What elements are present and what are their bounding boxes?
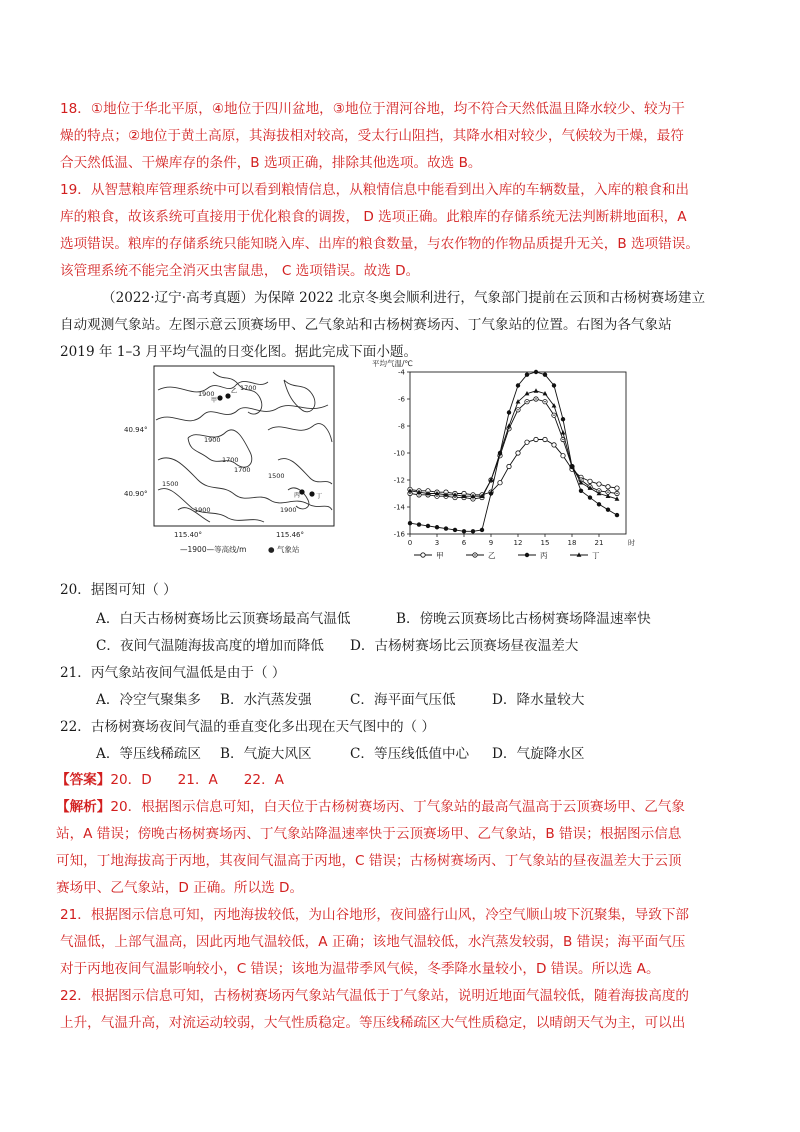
option-20-a[interactable]: A．白天古杨树赛场比云顶赛场最高气温低 [96,611,351,627]
contour-label: 1700 [240,384,257,392]
data-point-dot [517,409,518,410]
lat-label: 40.90° [124,490,148,498]
option-22-d[interactable]: D．气旋降水区 [492,746,585,762]
data-point-dot [474,554,475,555]
data-point [417,522,421,526]
data-point [516,383,520,387]
explanation-19-line: 库的粮食，故该系统可直接用于优化粮食的调拨， D 选项正确。此粮库的存储系统无法判断耕地面积，A [60,209,687,225]
explanation-18 [60,96,750,177]
data-point [525,373,529,377]
data-point-dot [535,398,536,399]
data-point [606,485,610,489]
data-point [507,464,511,468]
option-21-a[interactable]: A．冷空气聚集多 [96,692,201,708]
data-point-dot [553,415,554,416]
intro-line: 2019 年 1–3 月平均气温的日变化图。据此完成下面小题。 [60,344,418,360]
question-21-stem: 21．丙气象站夜间气温低是由于（ ） [60,665,286,681]
question-20-stem: 20．据图可知（ ） [60,582,177,598]
legend-contour: —1900—等高线/m [180,545,247,554]
option-20-b[interactable]: B．傍晚云顶赛场比古杨树赛场降温速率快 [396,611,651,627]
answer-block [56,767,746,794]
station-marker [217,395,222,400]
series-4 [408,388,620,500]
data-point [444,526,448,530]
data-point [597,502,601,506]
y-tick-label: -4 [398,368,405,377]
contour-label: 1900 [198,390,215,398]
data-point [552,383,556,387]
data-point [489,491,493,495]
question-22-stem: 22．古杨树赛场夜间气温的垂直变化多出现在天气图中的（ ） [60,719,436,735]
chart-legend [414,551,600,560]
explanation-19-line: 选项错误。粮库的存储系统只能知晓入库、出库的粮食数量，与农作物的作物品质提升无关，B 选项错误。 [60,236,699,252]
contour-lines [156,372,332,522]
data-point [507,410,511,414]
data-point-dot [454,497,455,498]
x-tick-label: 18 [567,539,577,547]
data-point-dot [472,498,473,499]
contour-label: 1700 [234,466,251,474]
legend-label: 甲 [436,551,444,560]
data-point [561,430,566,434]
data-point-dot [418,494,419,495]
data-point [534,370,538,374]
analysis-20 [56,794,756,902]
legend-label: 丁 [592,551,600,560]
station-marker [309,491,314,496]
y-tick-label: -14 [393,503,405,512]
option-22-b[interactable]: B．气旋大风区 [220,746,312,762]
option-22-a[interactable]: A．等压线稀疏区 [96,746,201,762]
data-point [516,451,520,455]
option-21-b[interactable]: B．水汽蒸发强 [220,692,312,708]
data-point [534,437,538,441]
data-point [408,521,412,525]
data-point [426,524,430,528]
x-tick-label: 6 [461,539,467,547]
lon-label: 115.46° [276,531,304,539]
question-intro [60,285,750,366]
answer-label: 【答案】 [56,772,111,788]
data-point-dot [616,493,617,494]
explanation-18-line: 合天然低温、干燥库存的条件，B 选项正确，排除其他选项。故选 B。 [60,155,482,171]
x-tick-label: 15 [540,539,550,547]
data-point-dot [526,401,527,402]
option-20-c[interactable]: C．夜间气温随海拔高度的增加而降低 [96,638,324,654]
contour-label: 1700 [222,456,239,464]
y-tick-label: -16 [393,530,405,539]
legend-label: 丙 [540,551,548,560]
analysis-21 [60,902,750,983]
data-point [525,440,529,444]
temperature-chart [370,356,640,568]
series-line [410,440,617,495]
data-point-dot [409,493,410,494]
analysis-22 [60,983,750,1037]
y-tick-label: -6 [398,395,405,404]
series-1 [408,437,619,497]
data-point [462,529,466,533]
analysis-line: 气温低，上部气温高，因此丙地气温较低，A 正确；该地气温较低，水汽蒸发较弱，B 错误；海平面气压 [60,934,686,950]
series-2 [408,397,619,501]
option-21-c[interactable]: C．海平面气压低 [350,692,456,708]
explanation-19-line: 该管理系统不能完全消灭虫害鼠患， C 选项错误。故选 D。 [60,263,420,279]
data-point [588,495,592,499]
series-3 [408,370,619,534]
chart-ylabel: 平均气温/℃ [372,359,413,368]
answer-text: 20．D 21．A 22．A [110,772,284,788]
data-point [525,553,529,557]
series-line [410,372,617,531]
contour-label: 1900 [194,506,211,514]
station-label: 丁 [316,493,323,500]
analysis-line: 赛场甲、乙气象站，D 正确。所以选 D。 [56,880,304,896]
analysis-line: 上升，气温升高，对流运动较弱，大气性质稳定。等压线稀疏区大气性质稳定，以晴朗天气为主，可以出 [60,1015,686,1031]
data-point [543,437,547,441]
data-point [480,528,484,532]
option-22-c[interactable]: C．等压线低值中心 [350,746,470,762]
data-point [435,525,439,529]
analysis-line: 21．根据图示信息可知，丙地海拔较低，为山谷地形，夜间盛行山风，冷空气顺山坡下沉聚集，导致下部 [60,907,690,923]
data-point-dot [544,401,545,402]
station-label: 甲 [211,397,218,404]
legend-label: 乙 [488,551,496,560]
lon-label: 115.40° [174,531,202,539]
data-point [498,481,502,485]
series-line [410,391,617,499]
x-tick-label: 0 [407,539,413,547]
legend-station: ● 气象站 [268,545,300,554]
data-point [453,528,457,532]
station-label: 丙 [294,492,301,499]
x-tick-label: 9 [488,539,494,547]
y-tick-label: -8 [398,422,405,431]
contour-label: 1900 [280,506,297,514]
option-20-d[interactable]: D．古杨树赛场比云顶赛场昼夜温差大 [350,638,579,654]
intro-line: 自动观测气象站。左图示意云顶赛场甲、乙气象站和古杨树赛场丙、丁气象站的位置。右图为各气象站 [60,317,672,333]
explanation-19 [60,177,750,285]
data-point [543,373,547,377]
contour-label: 1500 [268,472,285,480]
analysis-line: 22．根据图示信息可知，古杨树赛场丙气象站气温低于丁气象站，说明近地面气温较低，随着海拔高度的 [60,988,690,1004]
data-point [471,529,475,533]
station-marker [225,393,230,398]
explanation-19-line: 19．从智慧粮库管理系统中可以看到粮情信息，从粮情信息中能看到出入库的车辆数量，入库的粮食和出 [60,182,690,198]
data-point [615,513,619,517]
x-tick-label: 3 [434,539,440,547]
data-point [552,443,556,447]
explanation-18-line: 18．①地位于华北平原，④地位于四川盆地，③地位于渭河谷地，均不符合天然低温且降水较少、较为干 [60,101,685,117]
data-point-dot [562,439,563,440]
station-marker [299,489,304,494]
option-21-d[interactable]: D．降水量较大 [492,692,585,708]
data-point [561,454,565,458]
lat-label: 40.94° [124,426,148,434]
data-point [561,417,565,421]
analysis-line: 20．根据图示信息可知，白天位于古杨树赛场丙、丁气象站的最高气温高于云顶赛场甲、乙气象 [110,799,686,815]
data-point [534,388,539,392]
data-point [615,486,619,490]
contour-label: 1900 [204,436,221,444]
y-tick-label: -10 [393,449,405,458]
data-point-dot [607,491,608,492]
data-point [588,479,592,483]
contour-map [118,360,340,560]
x-tick-label: 12 [513,539,523,547]
analysis-line: 对于丙地夜间气温影响较小，C 错误；该地为温带季风气候，冬季降水量较小，D 错误。所以选 A。 [60,961,660,977]
explanation-18-line: 燥的特点；②地位于黄土高原，其海拔相对较高，受太行山阻挡，其降水相对较少，气候较为干燥，最符 [60,128,684,144]
data-point [597,482,601,486]
data-point [579,489,583,493]
data-point [421,553,425,557]
intro-text: 为保障 2022 北京冬奥会顺利进行，气象部门提前在云顶和古杨树赛场建立 [254,290,706,306]
source-tag: （2022·辽宁·高考真题） [102,290,254,306]
intro-line-1 [60,285,750,312]
analysis-label: 【解析】 [56,799,111,815]
analysis-line: 站，A 错误；傍晚古杨树赛场丙、丁气象站降温速率快于云顶赛场甲、乙气象站，B 错误；根据图示信息 [56,826,682,842]
chart-xlabel: 时 [628,539,635,547]
contour-label: 1500 [162,480,179,488]
analysis-line: 可知，丁地海拔高于丙地，其夜间气温高于丙地，C 错误；古杨树赛场丙、丁气象站的昼夜温差大于云顶 [56,853,682,869]
y-tick-label: -12 [393,476,405,485]
station-label: 乙 [231,388,238,395]
data-point-dot [436,496,437,497]
chart-series [408,370,620,534]
x-tick-label: 21 [594,539,604,547]
data-point [606,508,610,512]
